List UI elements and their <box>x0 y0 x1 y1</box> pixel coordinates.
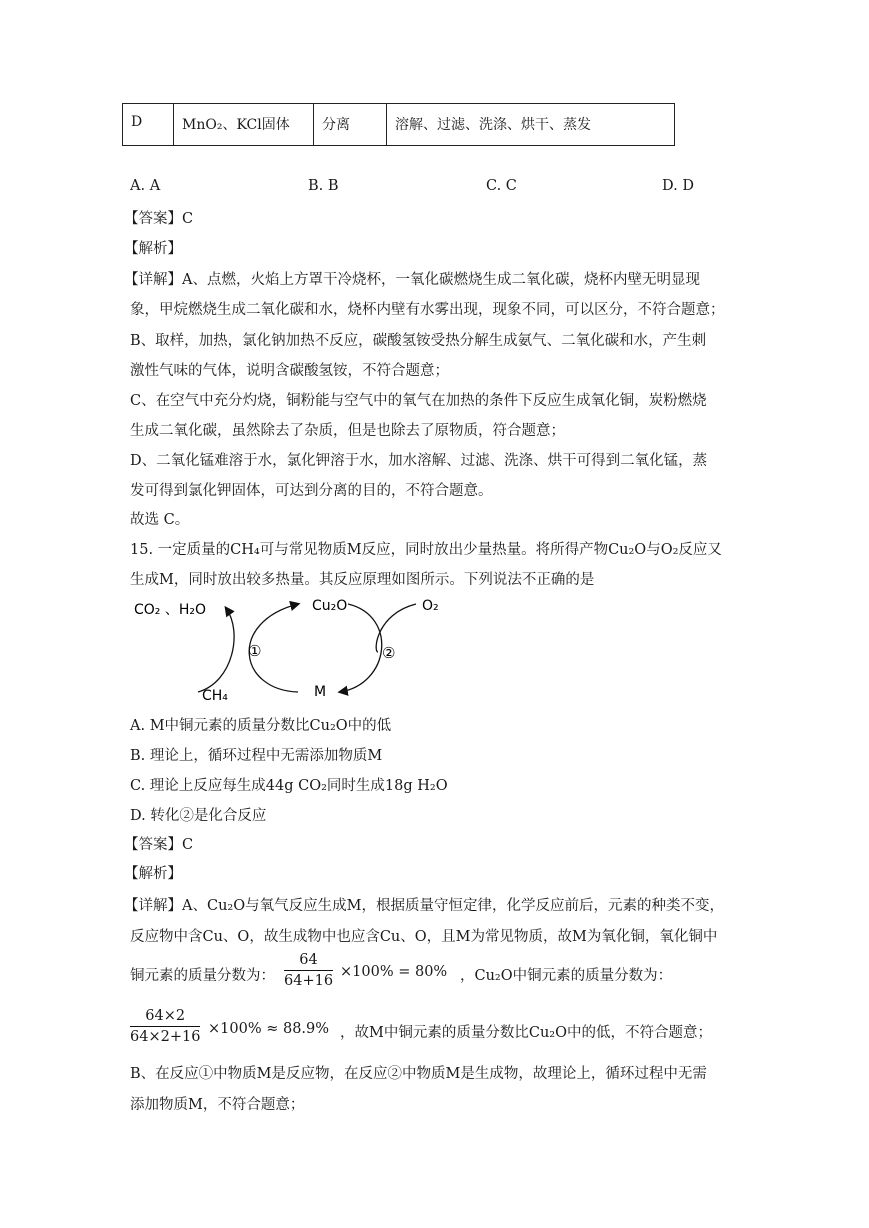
calc1-fraction <box>284 952 333 989</box>
table-row <box>123 104 675 146</box>
calc1-suffix: ，Cu₂O中铜元素的质量分数为： <box>460 968 673 984</box>
calc2-denominator: 64×2+16 <box>130 1029 201 1045</box>
table-cell-method: 溶解、过滤、洗涤、烘干、蒸发 <box>387 104 675 146</box>
q14-conclusion: 故选 C。 <box>130 512 190 528</box>
q15-detail-line: 添加物质M，不符合题意； <box>130 1097 305 1113</box>
q14-detail-line: 【详解】A、点燃，火焰上方罩干冷烧杯，一氧化碳燃烧生成二氧化碳，烧杯内壁无明显现 <box>124 272 700 288</box>
q15-detail-line: B、在反应①中物质M是反应物，在反应②中物质M是生成物，故理论上，循环过程中无需 <box>130 1066 707 1082</box>
q14-detail-line: C、在空气中充分灼烧，铜粉能与空气中的氧气在加热的条件下反应生成氧化铜，炭粉燃烧 <box>130 393 707 409</box>
q14-option-c: C. C <box>486 178 517 194</box>
q14-option-a: A. A <box>130 178 161 194</box>
table-cell-substance: MnO₂、KCl固体 <box>174 104 314 146</box>
calc1-denominator: 64+16 <box>284 973 334 989</box>
calc1-result: ×100% = 80% <box>340 964 448 980</box>
q14-option-d: D. D <box>662 178 694 194</box>
ch4-to-products-arrow <box>198 608 234 692</box>
ch4-label: CH₄ <box>202 688 228 704</box>
q14-detail-line: 激性气味的气体，说明含碳酸氢铵，不符合题意； <box>130 363 449 379</box>
q15-option-c: C. 理论上反应每生成44g CO₂同时生成18g H₂O <box>130 778 448 794</box>
calc2-numerator: 64×2 <box>130 1008 200 1027</box>
q14-detail-line: 生成二氧化碳，虽然除去了杂质，但是也除去了原物质，符合题意； <box>130 423 565 439</box>
q14-detail-line: 发可得到氯化钾固体，可达到分离的目的，不符合题意。 <box>130 483 493 499</box>
calc1-numerator: 64 <box>284 952 333 971</box>
q14-answer: 【答案】C <box>124 211 194 227</box>
cycle-right-arc <box>340 604 382 692</box>
q14-analysis-label: 【解析】 <box>124 241 182 257</box>
q15-detail-line: 【详解】A、Cu₂O与氧气反应生成M，根据质量守恒定律，化学反应前后，元素的种类不变， <box>124 898 724 914</box>
q15-stem: 生成M，同时放出较多热量。其反应原理如图所示。下列说法不正确的是 <box>130 572 595 588</box>
q14-detail-line: D、二氧化锰难溶于水，氯化钾溶于水，加水溶解、过滤、洗涤、烘干可得到二氧化锰，蒸 <box>130 453 708 469</box>
calc2-fraction <box>130 1008 200 1045</box>
m-label: M <box>314 684 327 700</box>
q15-option-b: B. 理论上，循环过程中无需添加物质M <box>130 748 383 764</box>
table-cell-letter: D <box>123 104 174 146</box>
calc2-suffix: ，故M中铜元素的质量分数比Cu₂O中的低，不符合题意； <box>340 1025 712 1041</box>
q14-detail-line: 象，甲烷燃烧生成二氧化碳和水，烧杯内壁有水雾出现，现象不同，可以区分，不符合题意； <box>130 302 725 318</box>
calc1-prefix: 铜元素的质量分数为： <box>130 968 275 984</box>
reaction-cycle-diagram <box>128 592 458 704</box>
calc2-result: ×100% ≈ 88.9% <box>208 1021 330 1037</box>
co2-h2o-label: CO₂ 、H₂O <box>134 602 207 618</box>
q15-option-a: A. M中铜元素的质量分数比Cu₂O中的低 <box>130 718 392 734</box>
q15-stem: 15. 一定质量的CH₄可与常见物质M反应，同时放出少量热量。将所得产物Cu₂O与O₂反应又 <box>130 542 722 558</box>
q14-option-b: B. B <box>308 178 339 194</box>
options-table <box>122 103 675 146</box>
table-cell-purpose: 分离 <box>314 104 387 146</box>
step2-label: ② <box>382 644 396 662</box>
cu2o-label: Cu₂O <box>312 598 348 614</box>
step1-label: ① <box>248 642 262 660</box>
q15-answer: 【答案】C <box>124 837 194 853</box>
q15-analysis-label: 【解析】 <box>124 866 182 882</box>
q15-detail-line: 反应物中含Cu、O，故生成物中也应含Cu、O，且M为常见物质，故M为氧化铜，氧化铜中 <box>130 929 718 945</box>
o2-label: O₂ <box>422 598 439 614</box>
q15-option-d: D. 转化②是化合反应 <box>130 808 267 824</box>
q14-detail-line: B、取样，加热，氯化钠加热不反应，碳酸氢铵受热分解生成氨气、二氧化碳和水，产生刺 <box>130 333 707 349</box>
